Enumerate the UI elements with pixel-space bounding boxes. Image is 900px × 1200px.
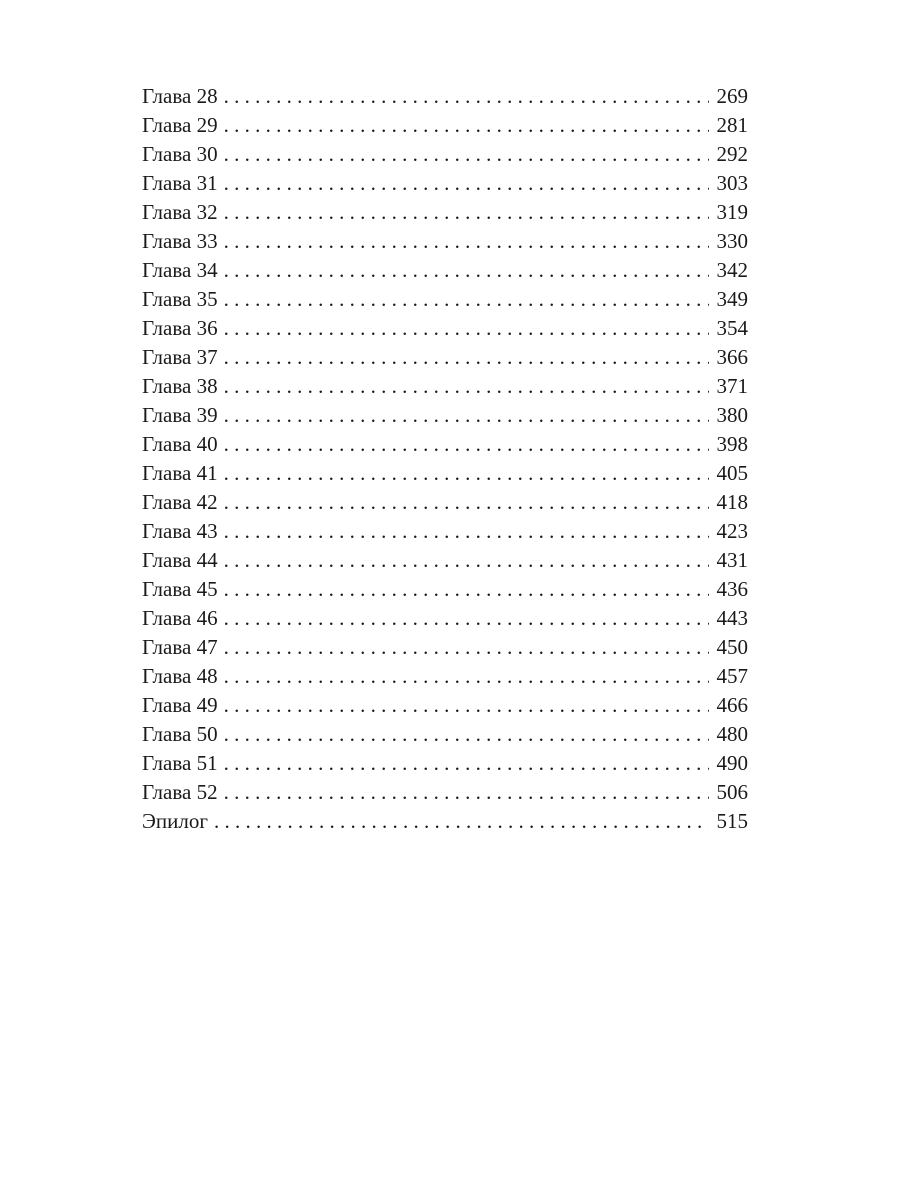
toc-entry-chapter-28[interactable] — [142, 82, 748, 111]
dot-leader — [214, 807, 709, 836]
toc-entry-page-number: 418 — [716, 490, 748, 514]
toc-entry-page-number: 405 — [716, 461, 748, 485]
toc-entry-title: Глава 36 — [142, 316, 218, 340]
toc-entry-title: Глава 39 — [142, 403, 218, 427]
toc-entry-page-number: 349 — [716, 287, 748, 311]
toc-entry-title: Глава 28 — [142, 84, 218, 108]
toc-entry-epilogue[interactable] — [142, 807, 748, 836]
toc-entry-page-number: 366 — [716, 345, 748, 369]
dot-leader — [224, 488, 709, 517]
toc-entry-page-number: 281 — [716, 113, 748, 137]
toc-entry-chapter-42[interactable] — [142, 488, 748, 517]
toc-entry-title: Глава 45 — [142, 577, 218, 601]
toc-entry-title: Глава 49 — [142, 693, 218, 717]
dot-leader — [224, 372, 709, 401]
toc-entry-page-number: 342 — [716, 258, 748, 282]
toc-entry-chapter-32[interactable] — [142, 198, 748, 227]
toc-entry-chapter-39[interactable] — [142, 401, 748, 430]
toc-entry-page-number: 506 — [716, 780, 748, 804]
dot-leader — [224, 633, 709, 662]
toc-entry-page-number: 457 — [716, 664, 748, 688]
toc-entry-page-number: 269 — [716, 84, 748, 108]
toc-entry-title: Глава 38 — [142, 374, 218, 398]
toc-entry-page-number: 292 — [716, 142, 748, 166]
toc-entry-chapter-52[interactable] — [142, 778, 748, 807]
toc-entry-title: Эпилог — [142, 809, 208, 833]
dot-leader — [224, 169, 709, 198]
table-of-contents — [142, 82, 748, 836]
toc-entry-chapter-51[interactable] — [142, 749, 748, 778]
toc-entry-chapter-38[interactable] — [142, 372, 748, 401]
toc-entry-chapter-50[interactable] — [142, 720, 748, 749]
toc-entry-title: Глава 29 — [142, 113, 218, 137]
dot-leader — [224, 256, 709, 285]
dot-leader — [224, 343, 709, 372]
toc-entry-chapter-40[interactable] — [142, 430, 748, 459]
toc-entry-chapter-45[interactable] — [142, 575, 748, 604]
toc-entry-title: Глава 52 — [142, 780, 218, 804]
toc-entry-page-number: 303 — [716, 171, 748, 195]
toc-entry-chapter-35[interactable] — [142, 285, 748, 314]
toc-entry-title: Глава 47 — [142, 635, 218, 659]
toc-entry-page-number: 354 — [716, 316, 748, 340]
toc-entry-page-number: 450 — [716, 635, 748, 659]
dot-leader — [224, 662, 709, 691]
toc-entry-title: Глава 37 — [142, 345, 218, 369]
toc-entry-title: Глава 46 — [142, 606, 218, 630]
toc-entry-chapter-46[interactable] — [142, 604, 748, 633]
toc-entry-page-number: 436 — [716, 577, 748, 601]
toc-entry-title: Глава 50 — [142, 722, 218, 746]
toc-entry-chapter-47[interactable] — [142, 633, 748, 662]
toc-entry-page-number: 371 — [716, 374, 748, 398]
toc-entry-page-number: 480 — [716, 722, 748, 746]
dot-leader — [224, 82, 709, 111]
toc-entry-chapter-37[interactable] — [142, 343, 748, 372]
toc-entry-page-number: 423 — [716, 519, 748, 543]
toc-entry-chapter-30[interactable] — [142, 140, 748, 169]
dot-leader — [224, 198, 709, 227]
dot-leader — [224, 575, 709, 604]
toc-entry-chapter-34[interactable] — [142, 256, 748, 285]
dot-leader — [224, 459, 709, 488]
dot-leader — [224, 140, 709, 169]
toc-entry-page-number: 466 — [716, 693, 748, 717]
dot-leader — [224, 401, 709, 430]
dot-leader — [224, 546, 709, 575]
toc-entry-title: Глава 34 — [142, 258, 218, 282]
toc-entry-page-number: 431 — [716, 548, 748, 572]
toc-entry-page-number: 398 — [716, 432, 748, 456]
toc-entry-title: Глава 42 — [142, 490, 218, 514]
toc-entry-title: Глава 32 — [142, 200, 218, 224]
toc-entry-page-number: 319 — [716, 200, 748, 224]
toc-entry-title: Глава 43 — [142, 519, 218, 543]
dot-leader — [224, 691, 709, 720]
dot-leader — [224, 749, 709, 778]
dot-leader — [224, 778, 709, 807]
toc-entry-page-number: 515 — [716, 809, 748, 833]
toc-entry-title: Глава 41 — [142, 461, 218, 485]
toc-entry-chapter-41[interactable] — [142, 459, 748, 488]
toc-entry-page-number: 443 — [716, 606, 748, 630]
dot-leader — [224, 604, 709, 633]
dot-leader — [224, 227, 709, 256]
dot-leader — [224, 111, 709, 140]
toc-entry-chapter-49[interactable] — [142, 691, 748, 720]
dot-leader — [224, 430, 709, 459]
toc-entry-chapter-43[interactable] — [142, 517, 748, 546]
toc-entry-page-number: 490 — [716, 751, 748, 775]
toc-entry-chapter-44[interactable] — [142, 546, 748, 575]
toc-entry-title: Глава 51 — [142, 751, 218, 775]
dot-leader — [224, 285, 709, 314]
dot-leader — [224, 314, 709, 343]
dot-leader — [224, 517, 709, 546]
toc-entry-chapter-48[interactable] — [142, 662, 748, 691]
toc-entry-chapter-33[interactable] — [142, 227, 748, 256]
toc-entry-title: Глава 33 — [142, 229, 218, 253]
toc-entry-chapter-36[interactable] — [142, 314, 748, 343]
dot-leader — [224, 720, 709, 749]
toc-entry-title: Глава 44 — [142, 548, 218, 572]
toc-entry-title: Глава 31 — [142, 171, 218, 195]
toc-entry-page-number: 330 — [716, 229, 748, 253]
toc-entry-title: Глава 40 — [142, 432, 218, 456]
toc-entry-page-number: 380 — [716, 403, 748, 427]
toc-entry-title: Глава 35 — [142, 287, 218, 311]
toc-entry-chapter-29[interactable] — [142, 111, 748, 140]
toc-entry-title: Глава 30 — [142, 142, 218, 166]
toc-entry-chapter-31[interactable] — [142, 169, 748, 198]
toc-entry-title: Глава 48 — [142, 664, 218, 688]
